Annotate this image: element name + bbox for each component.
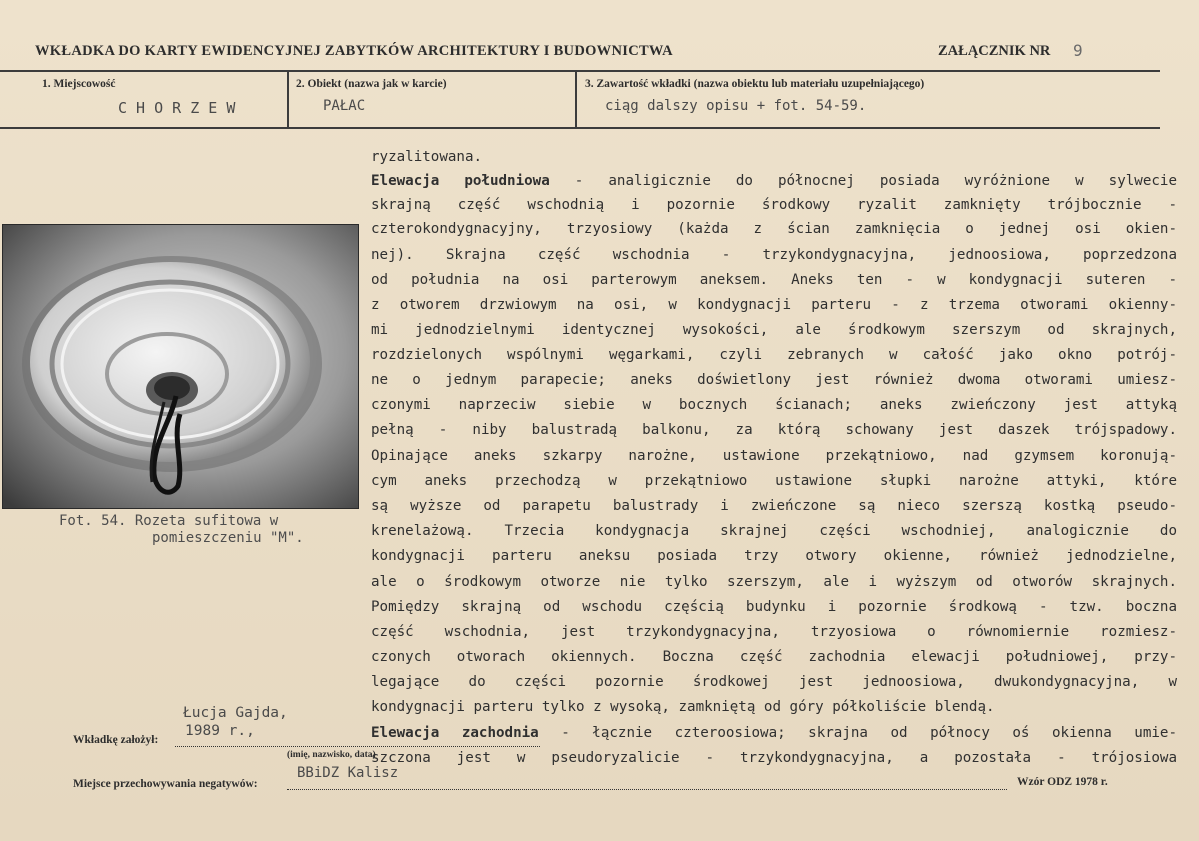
body-line: czonych otworach okiennych. Boczna część zachodnia elewacji południowej, przy- (371, 649, 1177, 665)
field-divider-2 (575, 70, 577, 128)
annex-number: 9 (1073, 41, 1083, 60)
body-line: od południa na osi parterowym aneksem. Aneks ten - w kondygnacji suteren - (371, 272, 1177, 288)
storage-label: Miejsce przechowywania negatywów: (73, 778, 258, 790)
top-rule (0, 70, 1160, 72)
card-title: WKŁADKA DO KARTY EWIDENCYJNEJ ZABYTKÓW ARCHITEKTURY I BUDOWNICTWA (35, 43, 673, 59)
body-line: legające do części pozornie środkowej jest jednoosiowa, dwukondygnacyjna, w (371, 674, 1177, 690)
body-line: skrajną część wschodnią i pozornie środkowy ryzalit zamknięty trójbocznie - (371, 197, 1177, 213)
body-line: ryzalitowana. (371, 149, 483, 165)
body-line: część wschodnia, jest trzykondygnacyjna, trzyosiowa o równomiernie rozmiesz- (371, 624, 1177, 640)
body-line: Pomiędzy skrajną od wschodu częścią budynku i pozornie środkową - tzw. boczna (371, 599, 1177, 615)
body-line: mi jednodzielnymi identycznej wysokości, ale środkowym szerszym od skrajnych, (371, 322, 1177, 338)
contents-label: 3. Zawartość wkładki (nazwa obiektu lub materiału uzupełniającego) (585, 78, 925, 90)
body-line: rozdzielonych wspólnymi węgarkami, czyli zebranych w całość jako okno potrój- (371, 347, 1177, 363)
body-line: Elewacja południowa - analigicznie do północnej posiada wyróżnione w sylwecie (371, 173, 1177, 189)
body-line: z otworem drzwiowym na osi, w kondygnacji parteru - z trzema otworami okienny- (371, 297, 1177, 313)
author-label: Wkładkę założył: (73, 734, 159, 746)
body-line: pełną - niby balustradą balkonu, za którą schowany jest daszek trójspadowy. (371, 422, 1177, 438)
storage-line (287, 789, 1007, 790)
bottom-rule (0, 127, 1160, 129)
object-label: 2. Obiekt (nazwa jak w karcie) (296, 78, 447, 90)
object-value: PAŁAC (323, 98, 366, 114)
body-line: ne o jednym parapecie; aneks doświetlony jest również dwoma otworami umiesz- (371, 372, 1177, 388)
body-line: Elewacja zachodnia - łącznie czteroosiowa; skrajna od północy oś okienna umie- (371, 725, 1178, 741)
author-sublabel: (imię, nazwisko, data) (287, 750, 376, 760)
body-line: kondygnacji parteru tylko z wysoką, zamkniętą od góry półkoliście blendą. (371, 699, 995, 715)
photo-caption-2: pomieszczeniu "M". (152, 530, 304, 546)
locality-label: 1. Miejscowość (42, 78, 116, 90)
body-line: Opinające aneks szkarpy narożne, ustawione przekątniowo, nad gzymsem koronują- (371, 448, 1177, 464)
form-label: Wzór ODZ 1978 r. (1017, 776, 1108, 788)
author-name: Łucja Gajda, (183, 705, 288, 721)
body-line: kondygnacji parteru aneksu posiada trzy otwory okienne, również jednodzielne, (371, 548, 1177, 564)
storage-value: BBiDZ Kalisz (297, 765, 399, 781)
section-heading: Elewacja zachodnia (371, 725, 539, 741)
body-line: ale o środkowym otworze nie tylko szerszym, ale i wyższym od otworów skrajnych. (371, 574, 1177, 590)
contents-value: ciąg dalszy opisu + fot. 54-59. (605, 98, 867, 114)
rosette-photo (2, 224, 359, 509)
rosette-image (2, 224, 359, 509)
body-line: szczona jest w pseudoryzalicie - trzykondygnacyjna, a pozostała - trójosiowa (371, 750, 1177, 766)
body-line: nej). Skrajna część wschodnia - trzykondygnacyjna, jednoosiowa, poprzedzona (371, 247, 1177, 263)
author-date: 1989 r., (185, 723, 255, 739)
locality-value: C H O R Z E W (118, 99, 236, 117)
author-line (175, 746, 540, 747)
body-line: cym aneks przechodzą w przekątniowo ustawione słupki narożne attyki, które (371, 473, 1177, 489)
body-line: są wyższe od parapetu balustrady i zwieńczone są nieco szerszą kostką pseudo- (371, 498, 1177, 514)
body-line: krenelażową. Trzecia kondygnacja skrajnej części wschodniej, analogicznie do (371, 523, 1177, 539)
body-line: czonymi naprzeciw siebie w bocznych ścianach; aneks zwieńczony jest attyką (371, 397, 1177, 413)
field-divider-1 (287, 70, 289, 128)
annex-label: ZAŁĄCZNIK NR (938, 43, 1051, 59)
photo-caption-1: Fot. 54. Rozeta sufitowa w (59, 513, 279, 529)
section-heading: Elewacja południowa (371, 173, 550, 189)
body-line: czterokondygnacyjny, trzyosiowy (każda z ścian zamknięcia o jednej osi okien- (371, 221, 1177, 237)
